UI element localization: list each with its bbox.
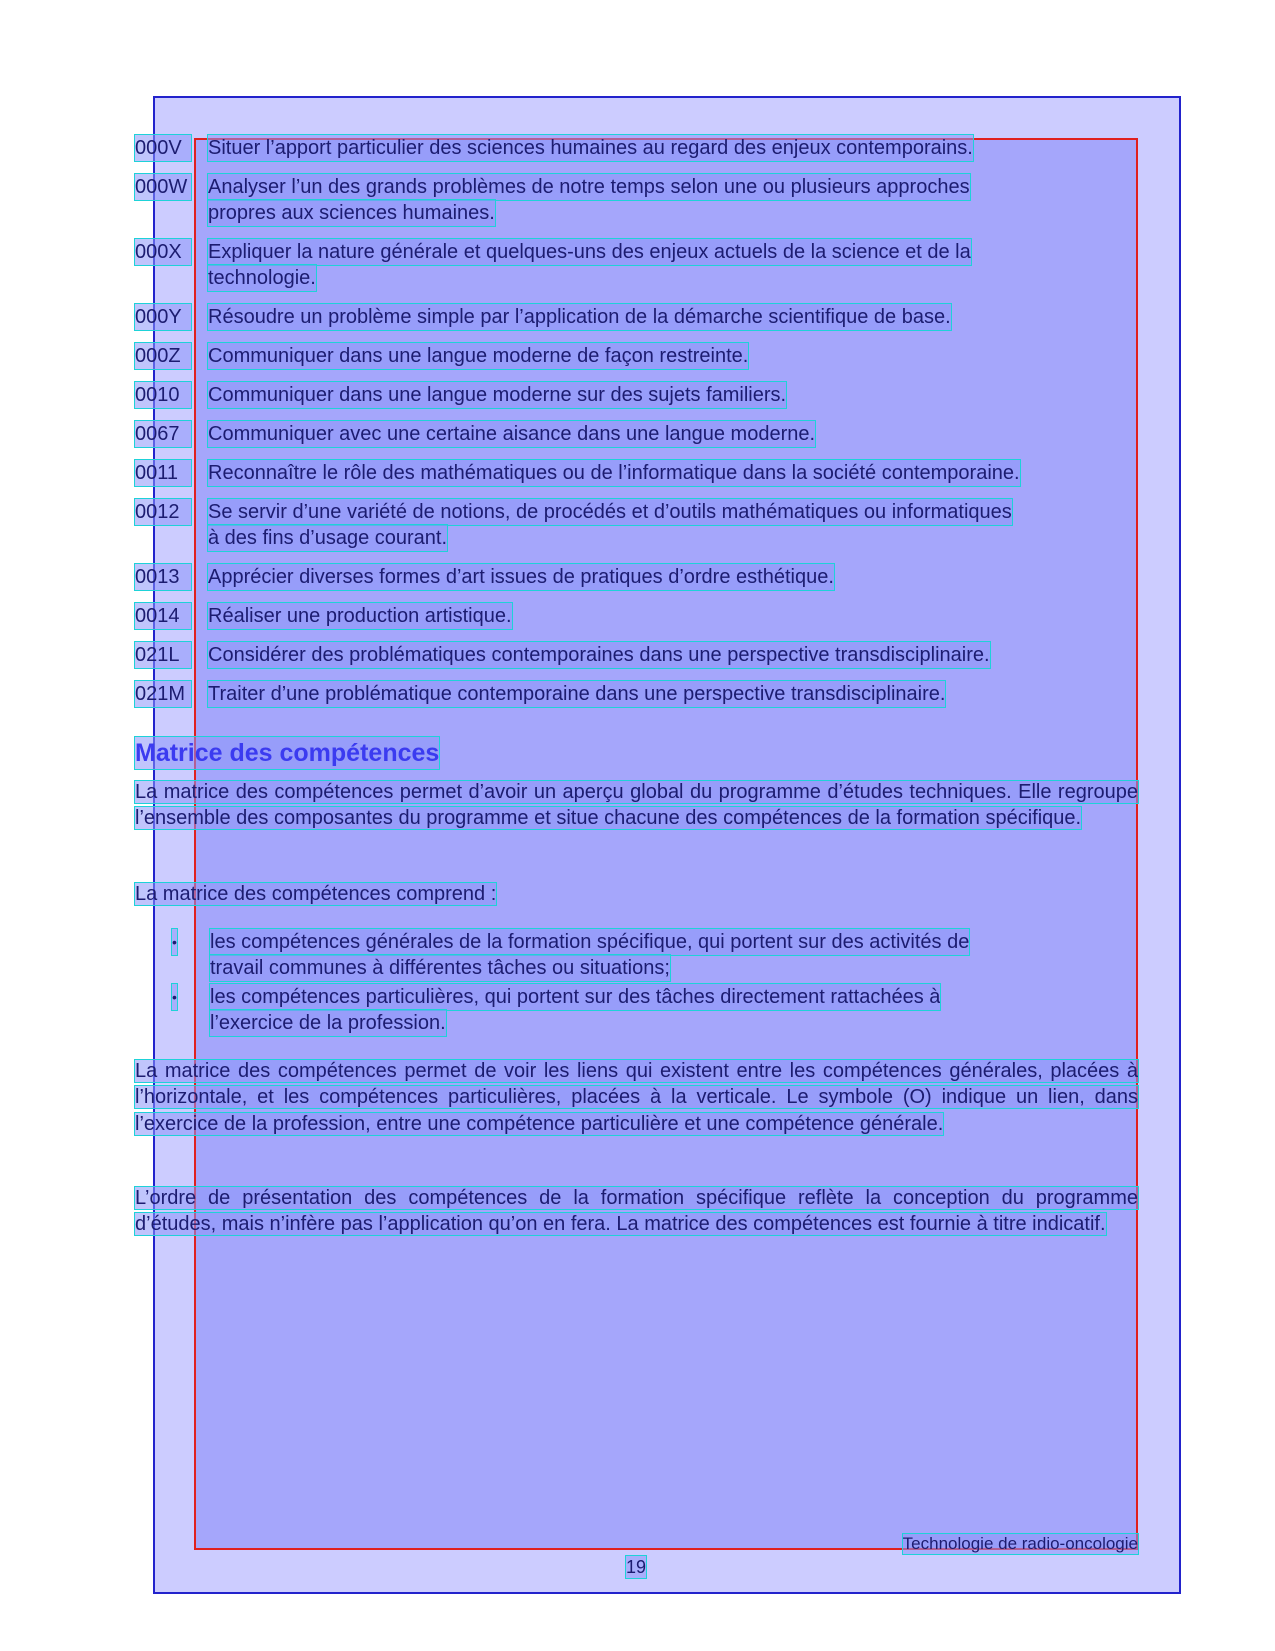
bullet-text: travail communes à différentes tâches ou situations; xyxy=(210,957,670,979)
competency-code: 000Y xyxy=(135,304,191,330)
paragraph-order xyxy=(135,1185,1138,1238)
bullet-text: les compétences particulières, qui portent sur des tâches directement rattachées à xyxy=(210,986,941,1008)
competency-code: 0013 xyxy=(135,564,191,590)
paragraph-text: La matrice des compétences comprend : xyxy=(135,883,497,905)
competency-code: 0012 xyxy=(135,499,191,525)
competency-text: Apprécier diverses formes d’art issues de pratiques d’ordre esthétique. xyxy=(208,566,834,588)
competency-text: Réaliser une production artistique. xyxy=(208,605,512,627)
competency-text: Traiter d’une problématique contemporaine dans une perspective transdisciplinaire. xyxy=(208,683,946,705)
competency-text: Résoudre un problème simple par l’application de la démarche scientifique de base. xyxy=(208,306,951,328)
competency-code: 021L xyxy=(135,642,191,668)
competency-text: Situer l’apport particulier des sciences humaines au regard des enjeux contemporains. xyxy=(208,137,973,159)
page-number: 19 xyxy=(626,1557,647,1577)
paragraph-text: La matrice des compétences permet de voir les liens qui existent entre les compétences générales, placées à l’horizontale, et les compétences particulières, placées à la verticale. Le symbole (O) indique un lien, dans l’exercice de la profession, entre une compétence particulière et une compétence générale. xyxy=(135,1060,1138,1135)
competency-code: 0011 xyxy=(135,460,191,486)
competency-text: Analyser l’un des grands problèmes de notre temps selon une ou plusieurs approches xyxy=(208,176,970,198)
competency-code: 021M xyxy=(135,681,191,707)
paragraph-lead-in xyxy=(135,881,1138,907)
competency-text: propres aux sciences humaines. xyxy=(208,202,495,224)
competency-text: à des fins d’usage courant. xyxy=(208,527,448,549)
competency-code: 000Z xyxy=(135,343,191,369)
bullet-marker: • xyxy=(172,984,177,1010)
competency-text: Communiquer dans une langue moderne sur des sujets familiers. xyxy=(208,384,787,406)
competency-text: Communiquer avec une certaine aisance dans une langue moderne. xyxy=(208,423,816,445)
paragraph-links xyxy=(135,1058,1138,1137)
competency-text: Expliquer la nature générale et quelques-uns des enjeux actuels de la science et de la xyxy=(208,241,971,263)
competency-code: 000W xyxy=(135,174,191,200)
competency-text: technologie. xyxy=(208,267,316,289)
competency-code: 0010 xyxy=(135,382,191,408)
paragraph-intro xyxy=(135,779,1138,832)
paragraph-text: La matrice des compétences permet d’avoir un aperçu global du programme d’études techniques. Elle regroupe l’ensemble des composantes du programme et situe chacune des compétences de la formation spécifique. xyxy=(135,781,1138,830)
footer-program-title: Technologie de radio-oncologie xyxy=(902,1534,1138,1553)
competency-code: 0067 xyxy=(135,421,191,447)
paragraph-text: L’ordre de présentation des compétences de la formation spécifique reflète la conception du programme d’études, mais n’infère pas l’application qu’on en fera. La matrice des compétences est fournie à titre indicatif. xyxy=(135,1187,1138,1236)
section-heading: Matrice des compétences xyxy=(135,739,440,767)
competency-text: Reconnaître le rôle des mathématiques ou de l’informatique dans la société contemporaine. xyxy=(208,462,1020,484)
bullet-text: l’exercice de la profession. xyxy=(210,1012,446,1034)
competency-code: 0014 xyxy=(135,603,191,629)
competency-text: Communiquer dans une langue moderne de façon restreinte. xyxy=(208,345,749,367)
competency-code: 000X xyxy=(135,239,191,265)
bullet-marker: • xyxy=(172,929,177,955)
bullet-text: les compétences générales de la formation spécifique, qui portent sur des activités de xyxy=(210,931,970,953)
competency-text: Considérer des problématiques contemporaines dans une perspective transdisciplinaire. xyxy=(208,644,990,666)
competency-text: Se servir d’une variété de notions, de procédés et d’outils mathématiques ou informatiques xyxy=(208,501,1012,523)
competency-code: 000V xyxy=(135,135,191,161)
